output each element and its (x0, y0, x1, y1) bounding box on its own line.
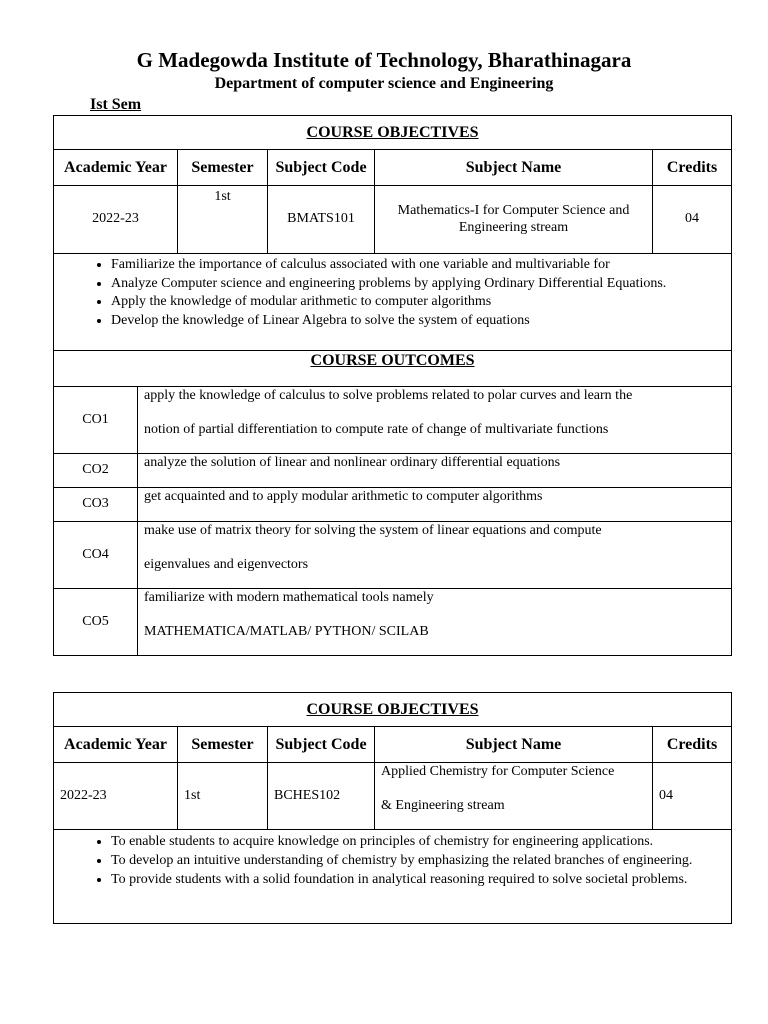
outcome-description: familiarize with modern mathematical tools namely MATHEMATICA/MATLAB/ PYTHON/ SCILAB (138, 589, 732, 656)
institute-title: G Madegowda Institute of Technology, Bharathinagara (136, 48, 632, 72)
outcome-code: CO3 (54, 488, 138, 522)
objective-item: • Apply the knowledge of modular arithmetic to computer algorithms (111, 293, 725, 312)
objectives-list-cell (54, 254, 732, 351)
outcome-code: CO2 (54, 454, 138, 488)
outcome-description: get acquainted and to apply modular arithmetic to computer algorithms (138, 488, 732, 522)
objective-item: • To enable students to acquire knowledge on principles of chemistry for engineering applications. (111, 832, 725, 851)
semester-value: 1st (178, 763, 268, 830)
outcome-code: CO1 (54, 387, 138, 454)
outcome-description: analyze the solution of linear and nonlinear ordinary differential equations (138, 454, 732, 488)
academic-year-value: 2022-23 (54, 763, 178, 830)
col-semester: Semester (178, 727, 268, 763)
outcome-description: apply the knowledge of calculus to solve problems related to polar curves and learn the notion of partial differentiation to compute rate of change of multivariate functions (138, 387, 732, 454)
subject-code-value: BCHES102 (268, 763, 375, 830)
credits-value: 04 (653, 763, 732, 830)
col-credits: Credits (653, 150, 732, 186)
course-table-mathematics (53, 115, 732, 656)
department-title: Department of computer science and Engineering (214, 75, 554, 92)
course-objectives-heading: COURSE OBJECTIVES (54, 116, 732, 150)
academic-year-value: 2022-23 (54, 186, 178, 254)
course-objectives-heading: COURSE OBJECTIVES (54, 693, 732, 727)
objective-item: • Analyze Computer science and engineering problems by applying Ordinary Differential Equations. (111, 275, 725, 294)
subject-name-value: Mathematics-I for Computer Science and Engineering stream (375, 186, 653, 254)
objective-item: • Develop the knowledge of Linear Algebra to solve the system of equations (111, 312, 725, 331)
course-outcomes-heading: COURSE OUTCOMES (54, 351, 732, 387)
outcome-code: CO4 (54, 522, 138, 589)
col-semester: Semester (178, 150, 268, 186)
outcome-code: CO5 (54, 589, 138, 656)
col-academic-year: Academic Year (54, 727, 178, 763)
subject-name-value: Applied Chemistry for Computer Science & Engineering stream (375, 763, 653, 830)
objectives-list (60, 832, 725, 889)
col-credits: Credits (653, 727, 732, 763)
outcome-description: make use of matrix theory for solving the system of linear equations and compute eigenvalues and eigenvectors (138, 522, 732, 589)
col-subject-name: Subject Name (375, 150, 653, 186)
col-subject-code: Subject Code (268, 150, 375, 186)
objectives-list (60, 256, 725, 330)
objective-item: • Familiarize the importance of calculus associated with one variable and multivariable for (111, 256, 725, 275)
objective-item: • To develop an intuitive understanding of chemistry by emphasizing the related branches of engineering. (111, 851, 725, 870)
col-subject-name: Subject Name (375, 727, 653, 763)
credits-value: 04 (653, 186, 732, 254)
col-academic-year: Academic Year (54, 150, 178, 186)
objective-item: • To provide students with a solid foundation in analytical reasoning required to solve societal problems. (111, 870, 725, 889)
semester-label: Ist Sem (90, 96, 142, 113)
col-subject-code: Subject Code (268, 727, 375, 763)
objectives-list-cell (54, 830, 732, 924)
course-table-chemistry (53, 692, 732, 924)
semester-value: 1st (178, 186, 268, 254)
subject-code-value: BMATS101 (268, 186, 375, 254)
